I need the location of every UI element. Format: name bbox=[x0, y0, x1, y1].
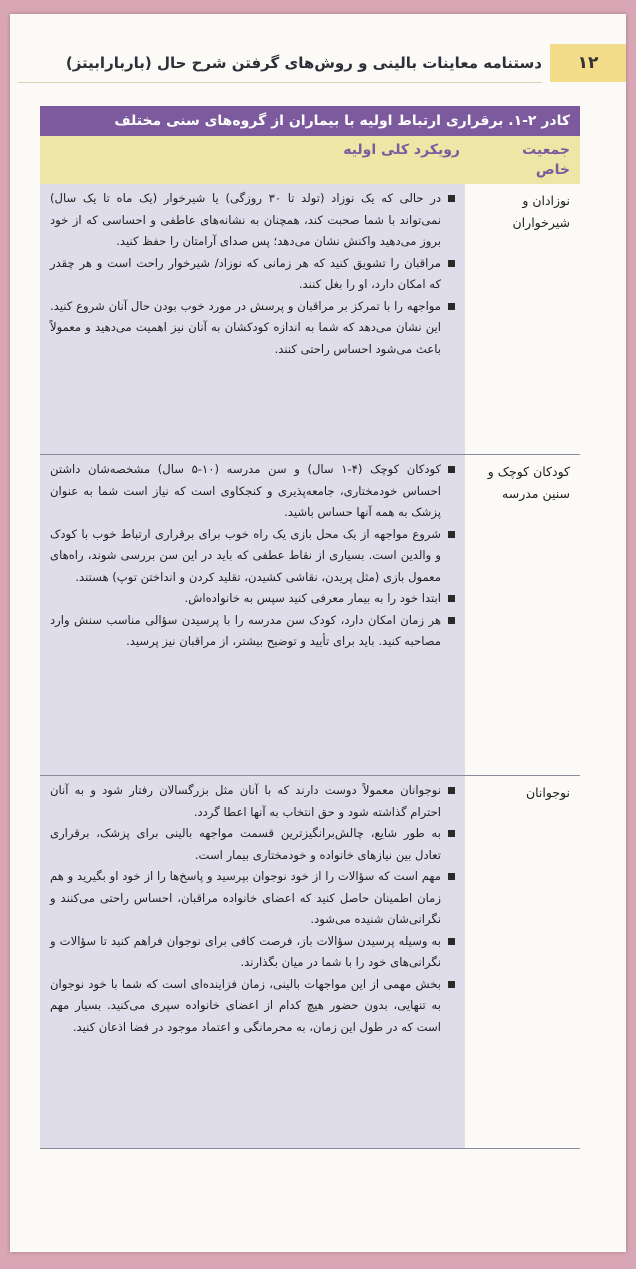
header-group: جمعیت خاص bbox=[522, 142, 570, 178]
bullet-item: بخش مهمی از این مواجهات بالینی، زمان فزاینده‌ای است که شما با خود نوجوان به تنهایی، بدون حضور هیچ کدام از اعضای خانواده سپری می‌کنید. بسیار مهم است که در طول این زمان، به محرمانگی و اعتماد موجود در فضا اذعان کنید. bbox=[50, 974, 455, 1039]
box-title: کادر ۲-۱. برقراری ارتباط اولیه با بیماران از گروه‌های سنی مختلف bbox=[40, 106, 580, 136]
bullet-item: کودکان کوچک (۴-۱ سال) و سن مدرسه (۱۰-۵ سال) مشخصه‌شان داشتن احساس خودمختاری، جامعه‌پذیری و کنجکاوی است که نیاز است شما به عنوان پزشک به همه آنها حساس باشید. bbox=[50, 459, 455, 524]
row-content bbox=[40, 455, 465, 775]
table-row bbox=[40, 776, 580, 1149]
book-page bbox=[10, 14, 626, 1252]
bullet-item: مهم است که سؤالات را از خود نوجوان بپرسید و پاسخ‌ها را از خود او بگیرید و هم زمان اطمینان حاصل کنید که اعضای خانواده مراقبان، احساس راحتی می‌کنند و نگرانی‌شان شنیده می‌شود. bbox=[50, 866, 455, 931]
bullet-item: مواجهه را با تمرکز بر مراقبان و پرسش در مورد خوب بودن حال آنان شروع کنید. این نشان می‌دهد که شما به اندازه کودکشان به آنان نیز اهمیت می‌دهید و معمولاً باعث می‌شود احساس راحتی کنند. bbox=[50, 296, 455, 361]
bullet-item: در حالی که یک نوزاد (تولد تا ۳۰ روزگی) یا شیرخوار (یک ماه تا یک سال) نمی‌تواند با شما صحبت کند، همچنان به نشانه‌های عاطفی و احساسی که از خود بروز می‌دهید واکنش نشان می‌دهد؛ پس صدای آرامتان را حفظ کنید. bbox=[50, 188, 455, 253]
bullet-item: مراقبان را تشویق کنید که هر زمانی که نوزاد/ شیرخوار راحت است و هر چقدر که امکان دارد، او را بغل کنند. bbox=[50, 253, 455, 296]
bullet-item: شروع مواجهه از یک محل بازی یک راه خوب برای برقراری ارتباط خوب با کودک و والدین است. بسیاری از نقاط عطفی که باید در این سن بررسی شوند، راه‌های معمول بازی (مثل پریدن، نقاشی کشیدن، تقلید کردن و انداختن توپ) هستند. bbox=[50, 524, 455, 589]
bullet-item: ابتدا خود را به بیمار معرفی کنید سپس به خانواده‌اش. bbox=[50, 588, 455, 610]
info-box bbox=[40, 106, 580, 1149]
bullet-item: به طور شایع، چالش‌برانگیزترین قسمت مواجهه بالینی برای پزشک، برقراری تعادل بین نیازهای خانواده و خودمختاری بیمار است. bbox=[50, 823, 455, 866]
table-row bbox=[40, 455, 580, 776]
row-content bbox=[40, 776, 465, 1148]
row-group-label: نوزادان و شیرخواران bbox=[465, 184, 580, 454]
table-row bbox=[40, 184, 580, 455]
table-header bbox=[40, 136, 580, 184]
row-group-label: نوجوانان bbox=[465, 776, 580, 1148]
page-number: ۱۲ bbox=[550, 44, 626, 82]
row-group-label: کودکان کوچک و سنین مدرسه bbox=[465, 455, 580, 775]
row-content bbox=[40, 184, 465, 454]
bullet-item: هر زمان امکان دارد، کودک سن مدرسه را با پرسیدن سؤالی مناسب سنش وارد مصاحبه کنید. باید برای تأیید و توضیح بیشتر، از مراقبان نیز پرسید. bbox=[50, 610, 455, 653]
running-head bbox=[10, 44, 626, 82]
header-approach: رویکرد کلی اولیه bbox=[343, 142, 460, 158]
running-head-title: دستنامه معاینات بالینی و روش‌های گرفتن شرح حال (باربارابیتز) bbox=[18, 44, 542, 83]
bullet-item: به وسیله پرسیدن سؤالات باز، فرصت کافی برای نوجوان فراهم کنید تا سؤالات و نگرانی‌های خود را با شما در میان بگذارند. bbox=[50, 931, 455, 974]
bullet-item: نوجوانان معمولاً دوست دارند که با آنان مثل بزرگسالان رفتار شود و به آنان احترام گذاشته شود و حق انتخاب به آنها اعطا گردد. bbox=[50, 780, 455, 823]
